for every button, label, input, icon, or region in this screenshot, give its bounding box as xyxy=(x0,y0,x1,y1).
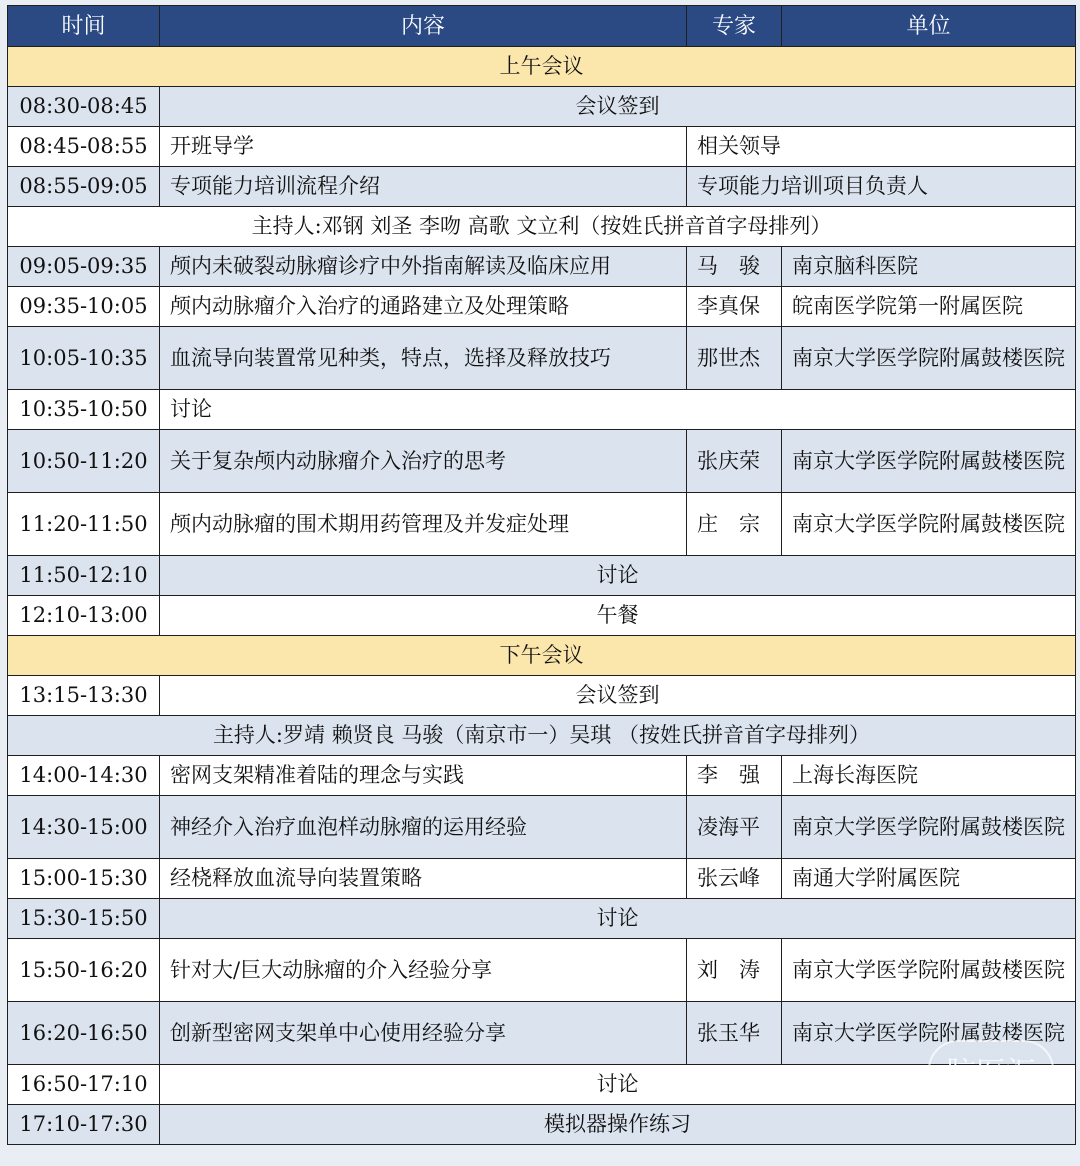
host-text: 主持人:罗靖 赖贤良 马骏（南京市一）吴琪 （按姓氏拼音首字母排列） xyxy=(8,716,1076,756)
row-expert: 张庆荣 xyxy=(687,430,782,493)
table-row xyxy=(8,167,1076,207)
row-time: 12:10-13:00 xyxy=(8,596,160,636)
row-expert: 李 强 xyxy=(687,756,782,796)
row-content: 密网支架精准着陆的理念与实践 xyxy=(160,756,687,796)
schedule-table xyxy=(7,5,1076,1145)
row-content: 颅内动脉瘤介入治疗的通路建立及处理策略 xyxy=(160,287,687,327)
row-content: 会议签到 xyxy=(160,676,1076,716)
table-row xyxy=(8,939,1076,1002)
row-content: 讨论 xyxy=(160,1065,1076,1105)
table-row xyxy=(8,899,1076,939)
table-row xyxy=(8,859,1076,899)
header-unit: 单位 xyxy=(782,6,1076,47)
row-expert: 相关领导 xyxy=(687,127,1076,167)
header-content: 内容 xyxy=(160,6,687,47)
row-expert: 张云峰 xyxy=(687,859,782,899)
row-time: 15:00-15:30 xyxy=(8,859,160,899)
row-expert: 庄 宗 xyxy=(687,493,782,556)
row-time: 13:15-13:30 xyxy=(8,676,160,716)
row-unit: 皖南医学院第一附属医院 xyxy=(782,287,1076,327)
row-content: 午餐 xyxy=(160,596,1076,636)
row-time: 10:05-10:35 xyxy=(8,327,160,390)
row-unit: 南京大学医学院附属鼓楼医院 xyxy=(782,430,1076,493)
table-row xyxy=(8,493,1076,556)
table-row xyxy=(8,756,1076,796)
table-row xyxy=(8,1105,1076,1145)
row-time: 14:00-14:30 xyxy=(8,756,160,796)
row-time: 11:50-12:10 xyxy=(8,556,160,596)
section-morning xyxy=(8,47,1076,87)
table-row xyxy=(8,1065,1076,1105)
row-content: 针对大/巨大动脉瘤的介入经验分享 xyxy=(160,939,687,1002)
row-content: 讨论 xyxy=(160,899,1076,939)
section-title: 下午会议 xyxy=(8,636,1076,676)
row-content: 神经介入治疗血泡样动脉瘤的运用经验 xyxy=(160,796,687,859)
row-time: 10:35-10:50 xyxy=(8,390,160,430)
row-content: 模拟器操作练习 xyxy=(160,1105,1076,1145)
table-row xyxy=(8,327,1076,390)
table-row xyxy=(8,1002,1076,1065)
row-time: 16:20-16:50 xyxy=(8,1002,160,1065)
row-time: 17:10-17:30 xyxy=(8,1105,160,1145)
row-content: 专项能力培训流程介绍 xyxy=(160,167,687,207)
row-unit: 南通大学附属医院 xyxy=(782,859,1076,899)
row-expert: 那世杰 xyxy=(687,327,782,390)
row-expert: 马 骏 xyxy=(687,247,782,287)
row-time: 15:30-15:50 xyxy=(8,899,160,939)
row-content: 开班导学 xyxy=(160,127,687,167)
row-time: 11:20-11:50 xyxy=(8,493,160,556)
row-content: 颅内动脉瘤的围术期用药管理及并发症处理 xyxy=(160,493,687,556)
row-time: 09:05-09:35 xyxy=(8,247,160,287)
row-content: 创新型密网支架单中心使用经验分享 xyxy=(160,1002,687,1065)
row-time: 08:30-08:45 xyxy=(8,87,160,127)
section-title: 上午会议 xyxy=(8,47,1076,87)
row-expert: 李真保 xyxy=(687,287,782,327)
table-row xyxy=(8,87,1076,127)
row-content: 颅内未破裂动脉瘤诊疗中外指南解读及临床应用 xyxy=(160,247,687,287)
row-expert: 刘 涛 xyxy=(687,939,782,1002)
table-row xyxy=(8,596,1076,636)
row-unit: 南京大学医学院附属鼓楼医院 xyxy=(782,1002,1076,1065)
row-unit: 南京大学医学院附属鼓楼医院 xyxy=(782,327,1076,390)
table-row xyxy=(8,247,1076,287)
table-row xyxy=(8,676,1076,716)
row-expert: 张玉华 xyxy=(687,1002,782,1065)
header-time: 时间 xyxy=(8,6,160,47)
section-afternoon xyxy=(8,636,1076,676)
table-row xyxy=(8,796,1076,859)
row-time: 09:35-10:05 xyxy=(8,287,160,327)
row-content: 讨论 xyxy=(160,556,1076,596)
table-header xyxy=(8,6,1076,47)
watermark-logo: 脑医汇 xyxy=(928,1040,1054,1100)
row-time: 14:30-15:00 xyxy=(8,796,160,859)
table-row xyxy=(8,287,1076,327)
schedule xyxy=(7,5,1075,1145)
row-unit: 上海长海医院 xyxy=(782,756,1076,796)
row-content: 经桡释放血流导向装置策略 xyxy=(160,859,687,899)
row-time: 08:55-09:05 xyxy=(8,167,160,207)
row-time: 15:50-16:20 xyxy=(8,939,160,1002)
row-unit: 南京脑科医院 xyxy=(782,247,1076,287)
header-expert: 专家 xyxy=(687,6,782,47)
row-content: 会议签到 xyxy=(160,87,1076,127)
row-time: 10:50-11:20 xyxy=(8,430,160,493)
row-expert: 凌海平 xyxy=(687,796,782,859)
row-unit: 南京大学医学院附属鼓楼医院 xyxy=(782,796,1076,859)
host-row xyxy=(8,716,1076,756)
row-unit: 南京大学医学院附属鼓楼医院 xyxy=(782,493,1076,556)
row-content: 关于复杂颅内动脉瘤介入治疗的思考 xyxy=(160,430,687,493)
row-content: 讨论 xyxy=(160,390,1076,430)
table-row xyxy=(8,127,1076,167)
table-row xyxy=(8,556,1076,596)
row-unit: 南京大学医学院附属鼓楼医院 xyxy=(782,939,1076,1002)
host-text: 主持人:邓钢 刘圣 李吻 高歌 文立利（按姓氏拼音首字母排列） xyxy=(8,207,1076,247)
table-row xyxy=(8,390,1076,430)
row-time: 16:50-17:10 xyxy=(8,1065,160,1105)
host-row xyxy=(8,207,1076,247)
row-content: 血流导向装置常见种类，特点，选择及释放技巧 xyxy=(160,327,687,390)
table-row xyxy=(8,430,1076,493)
row-time: 08:45-08:55 xyxy=(8,127,160,167)
row-expert: 专项能力培训项目负责人 xyxy=(687,167,1076,207)
